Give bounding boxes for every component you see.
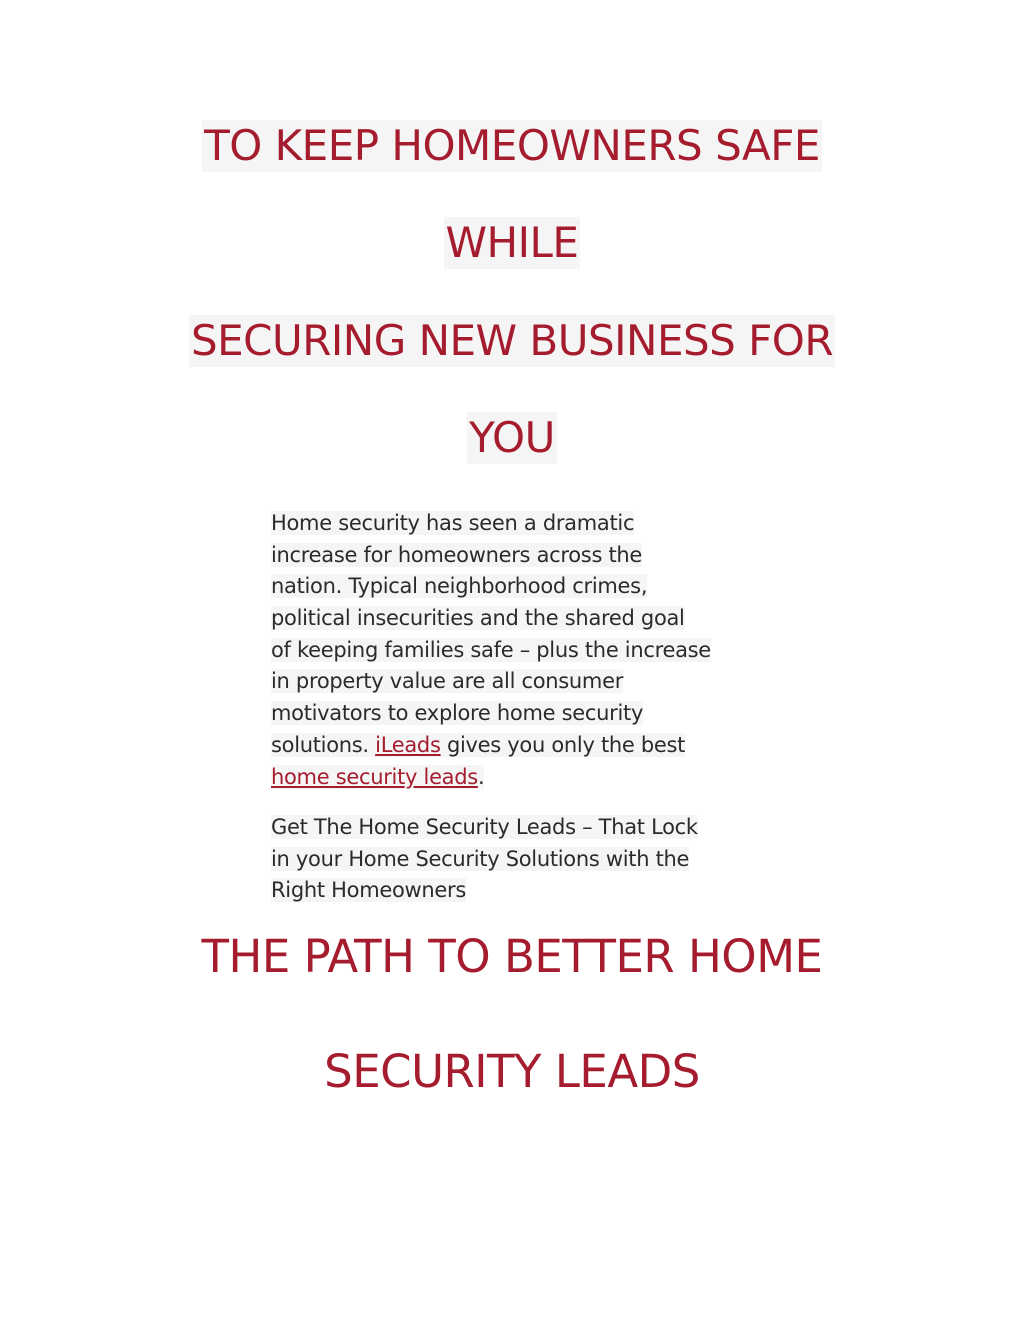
intro-line: home security leads. [271, 764, 485, 789]
heading-bottom-line-2-text: SECURITY LEADS [324, 1045, 700, 1098]
second-line: Right Homeowners [271, 878, 467, 903]
second-line: in your Home Security Solutions with the [271, 846, 690, 871]
second-paragraph [271, 812, 761, 907]
intro-line: increase for homeowners across the [271, 542, 643, 567]
intro-line: of keeping families safe – plus the increase [271, 637, 711, 662]
heading-bottom-line-2 [0, 1045, 1024, 1098]
heading-top-line-2-text: WHILE [445, 218, 579, 267]
heading-bottom-line-1-text: THE PATH TO BETTER HOME [201, 930, 823, 983]
intro-line: solutions. iLeads gives you only the best [271, 732, 686, 757]
intro-line: nation. Typical neighborhood crimes, [271, 574, 648, 599]
intro-line: Home security has seen a dramatic [271, 511, 635, 535]
heading-top-line-3 [0, 315, 1024, 367]
second-line: Get The Home Security Leads – That Lock [271, 815, 698, 839]
heading-bottom-line-1 [0, 930, 1024, 983]
intro-line: political insecurities and the shared goal [271, 606, 685, 631]
heading-top-line-4-text: YOU [469, 413, 555, 462]
intro-paragraph [271, 508, 761, 793]
heading-top-line-1-text: TO KEEP HOMEOWNERS SAFE [204, 121, 820, 170]
heading-top-line-3-text: SECURING NEW BUSINESS FOR [190, 316, 834, 365]
heading-top-line-4 [0, 412, 1024, 464]
ileads-link[interactable]: iLeads [375, 732, 441, 757]
intro-line: motivators to explore home security [271, 701, 644, 726]
home-security-leads-link[interactable]: home security leads [271, 764, 478, 789]
heading-top-line-2 [0, 217, 1024, 269]
heading-top-line-1 [0, 120, 1024, 172]
intro-line: in property value are all consumer [271, 669, 624, 694]
